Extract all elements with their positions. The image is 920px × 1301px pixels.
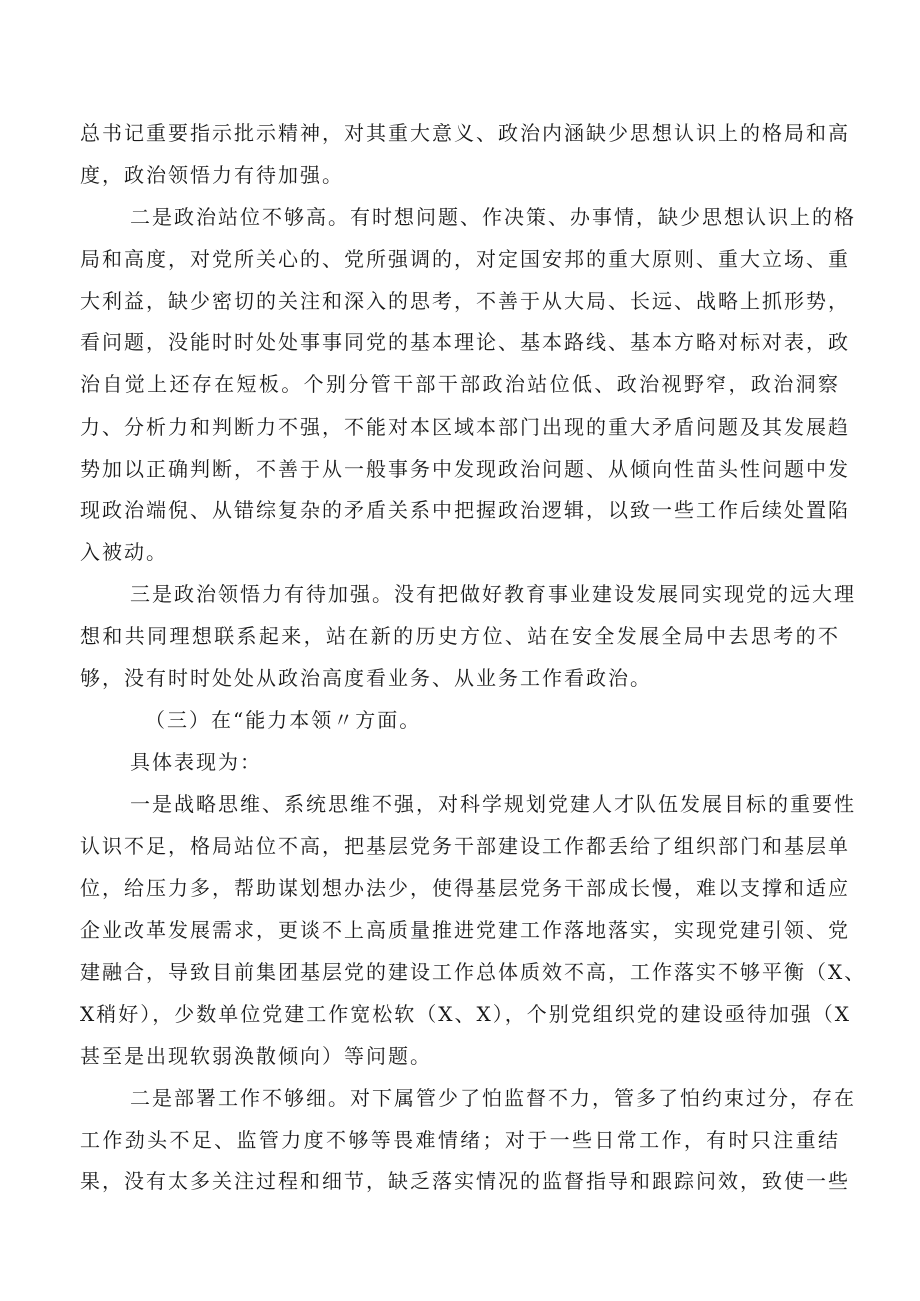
text-line: 治自觉上还存在短板。个别分管干部干部政治站位低、政治视野窄，政治洞察 [80, 372, 840, 396]
text-line: 想和共同理想联系起来，站在新的历史方位、站在安全发展全局中去思考的不 [80, 624, 840, 648]
text-line: 够，没有时时处处从政治高度看业务、从业务工作看政治。 [80, 666, 652, 690]
section-heading: （三）在“能力本领〃方面。 [145, 708, 422, 732]
text-line: 果，没有太多关注过程和细节，缺乏落实情况的监督指导和跟踪问效，致使一些 [80, 1169, 850, 1193]
text-line: 一是战略思维、系统思维不强，对科学规划党建人才队伍发展目标的重要性 [130, 792, 856, 816]
text-line: 建融合，导致目前集团基层党的建设工作总体质效不高，工作落实不够平衡（X、 [80, 960, 867, 984]
text-line: 局和高度，对党所关心的、党所强调的，对定国安邦的重大原则、重大立场、重 [80, 247, 850, 271]
text-line: 企业改革发展需求，更谈不上高质量推进党建工作落地落实，实现党建引领、党 [80, 918, 850, 942]
text-line: 看问题，没能时时处处事事同党的基本理论、基本路线、基本方略对标对表，政 [80, 330, 850, 354]
text-line: X稍好），少数单位党建工作宽松软（X、X），个别党组织党的建设亟待加强（X [80, 1002, 851, 1026]
text-line: 度，政治领悟力有待加强。 [80, 163, 344, 187]
text-line: 入被动。 [80, 540, 168, 564]
text-line: 二是政治站位不够高。有时想问题、作决策、办事情，缺少思想认识上的格 [130, 205, 856, 229]
text-line: 认识不足，格局站位不高，把基层党务干部建设工作都丢给了组织部门和基层单 [80, 834, 850, 858]
text-line: 二是部署工作不够细。对下属管少了怕监督不力，管多了怕约束过分，存在 [130, 1086, 856, 1110]
text-line: 势加以正确判断，不善于从一般事务中发现政治问题、从倾向性苗头性问题中发 [80, 457, 850, 481]
text-line: 现政治端倪、从错综复杂的矛盾关系中把握政治逻辑，以致一些工作后续处置陷 [80, 498, 850, 522]
text-line: 力、分析力和判断力不强，不能对本区域本部门出现的重大矛盾问题及其发展趋 [80, 415, 850, 439]
text-line: 位，给压力多，帮助谋划想办法少，使得基层党务干部成长慢，难以支撑和适应 [80, 876, 850, 900]
text-line: 三是政治领悟力有待加强。没有把做好教育事业建设发展同实现党的远大理 [130, 582, 856, 606]
text-line: 工作劲头不足、监管力度不够等畏难情绪；对于一些日常工作，有时只注重结 [80, 1128, 840, 1152]
text-line: 甚至是出现软弱涣散倾向）等问题。 [80, 1044, 432, 1068]
text-line: 具体表现为： [130, 750, 262, 774]
text-line: 大利益，缺少密切的关注和深入的思考，不善于从大局、长远、战略上抓形势， [80, 289, 850, 313]
text-line: 总书记重要指示批示精神，对其重大意义、政治内涵缺少思想认识上的格局和高 [80, 121, 850, 145]
